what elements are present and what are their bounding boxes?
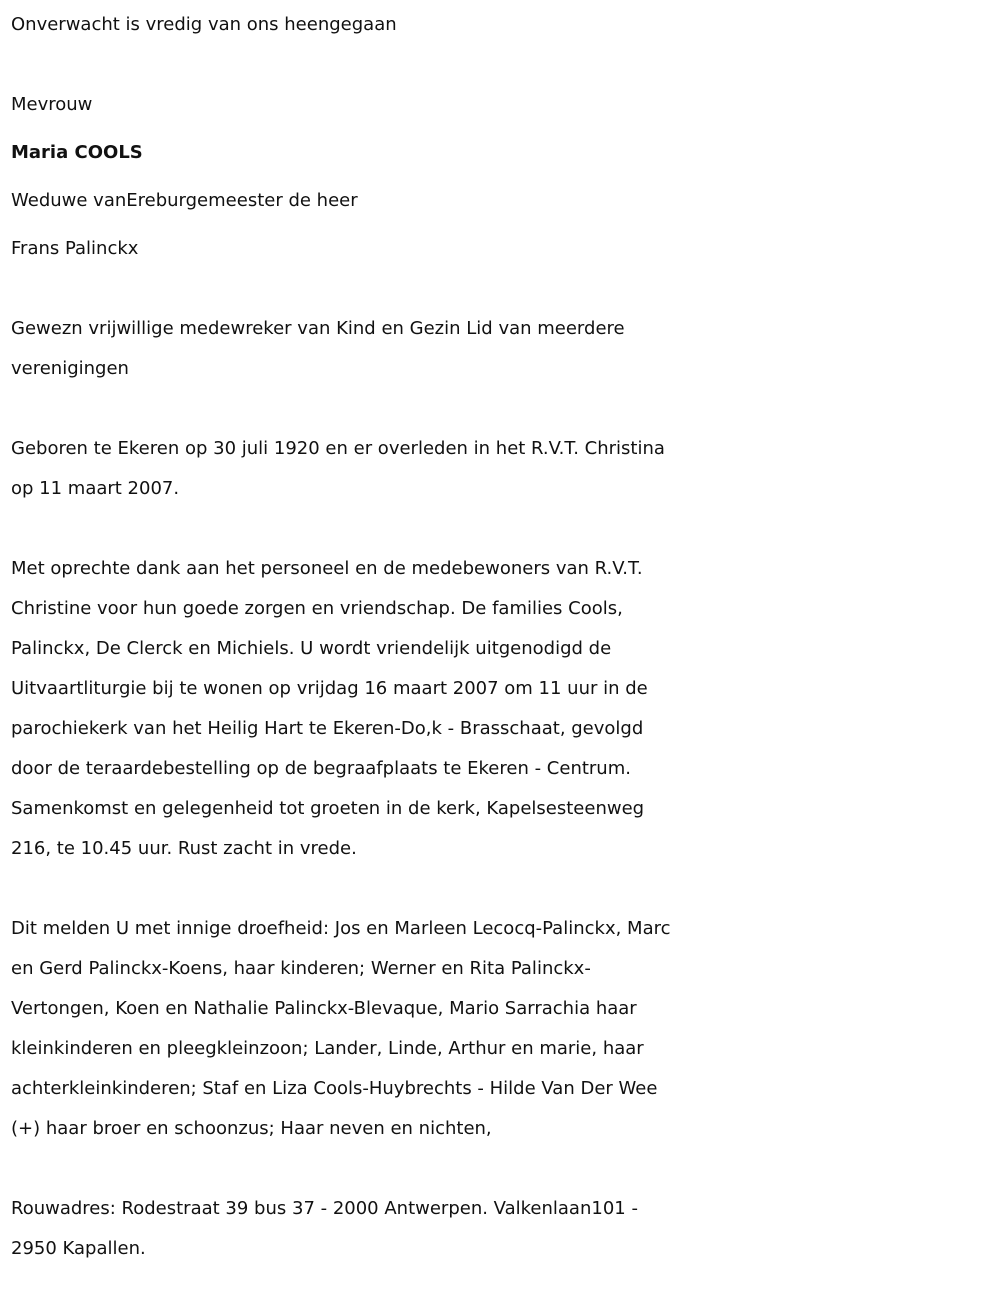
paragraph-line: op 11 maart 2007. — [11, 478, 180, 499]
deceased-name: Maria COOLS — [11, 142, 143, 163]
paragraph-line: 216, te 10.45 uur. Rust zacht in vrede. — [11, 838, 357, 859]
paragraph-line: achterkleinkinderen; Staf en Liza Cools-Huybrechts - Hilde Van Der Wee — [11, 1078, 658, 1099]
family-paragraph — [11, 909, 988, 1149]
paragraph-line: Palinckx, De Clerck en Michiels. U wordt vriendelijk uitgenodigd de — [11, 638, 612, 659]
paragraph-line: Rouwadres: Rodestraat 39 bus 37 - 2000 Antwerpen. Valkenlaan101 - — [11, 1198, 638, 1219]
obituary-document — [0, 5, 1000, 1290]
salutation: Mevrouw — [11, 94, 93, 115]
paragraph-line: Uitvaartliturgie bij te wonen op vrijdag 16 maart 2007 om 11 uur in de — [11, 678, 648, 699]
volunteer-paragraph — [11, 309, 988, 389]
paragraph-line: Samenkomst en gelegenheid tot groeten in de kerk, Kapelsesteenweg — [11, 798, 645, 819]
widow-line-2: Frans Palinckx — [11, 238, 139, 259]
paragraph-line: (+) haar broer en schoonzus; Haar neven en nichten, — [11, 1118, 492, 1139]
paragraph-line: Dit melden U met innige droefheid: Jos en Marleen Lecocq-Palinckx, Marc — [11, 918, 671, 939]
intro-line: Onverwacht is vredig van ons heengegaan — [11, 14, 397, 35]
paragraph-line: Vertongen, Koen en Nathalie Palinckx-Blevaque, Mario Sarrachia haar — [11, 998, 637, 1019]
paragraph-line: Gewezn vrijwillige medewreker van Kind en Gezin Lid van meerdere — [11, 318, 625, 339]
widow-line-1: Weduwe vanEreburgemeester de heer — [11, 190, 358, 211]
paragraph-line: verenigingen — [11, 358, 129, 379]
paragraph-line: 2950 Kapallen. — [11, 1238, 146, 1259]
paragraph-line: kleinkinderen en pleegkleinzoon; Lander, Linde, Arthur en marie, haar — [11, 1038, 644, 1059]
paragraph-line: Geboren te Ekeren op 30 juli 1920 en er overleden in het R.V.T. Christina — [11, 438, 665, 459]
thanks-paragraph — [11, 549, 988, 869]
birth-paragraph — [11, 429, 988, 509]
paragraph-line: door de teraardebestelling op de begraafplaats te Ekeren - Centrum. — [11, 758, 631, 779]
paragraph-line: Christine voor hun goede zorgen en vriendschap. De families Cools, — [11, 598, 623, 619]
paragraph-line: Met oprechte dank aan het personeel en de medebewoners van R.V.T. — [11, 558, 643, 579]
address-paragraph — [11, 1189, 988, 1269]
paragraph-line: en Gerd Palinckx-Koens, haar kinderen; Werner en Rita Palinckx- — [11, 958, 591, 979]
paragraph-line: parochiekerk van het Heilig Hart te Ekeren-Do,k - Brasschaat, gevolgd — [11, 718, 644, 739]
